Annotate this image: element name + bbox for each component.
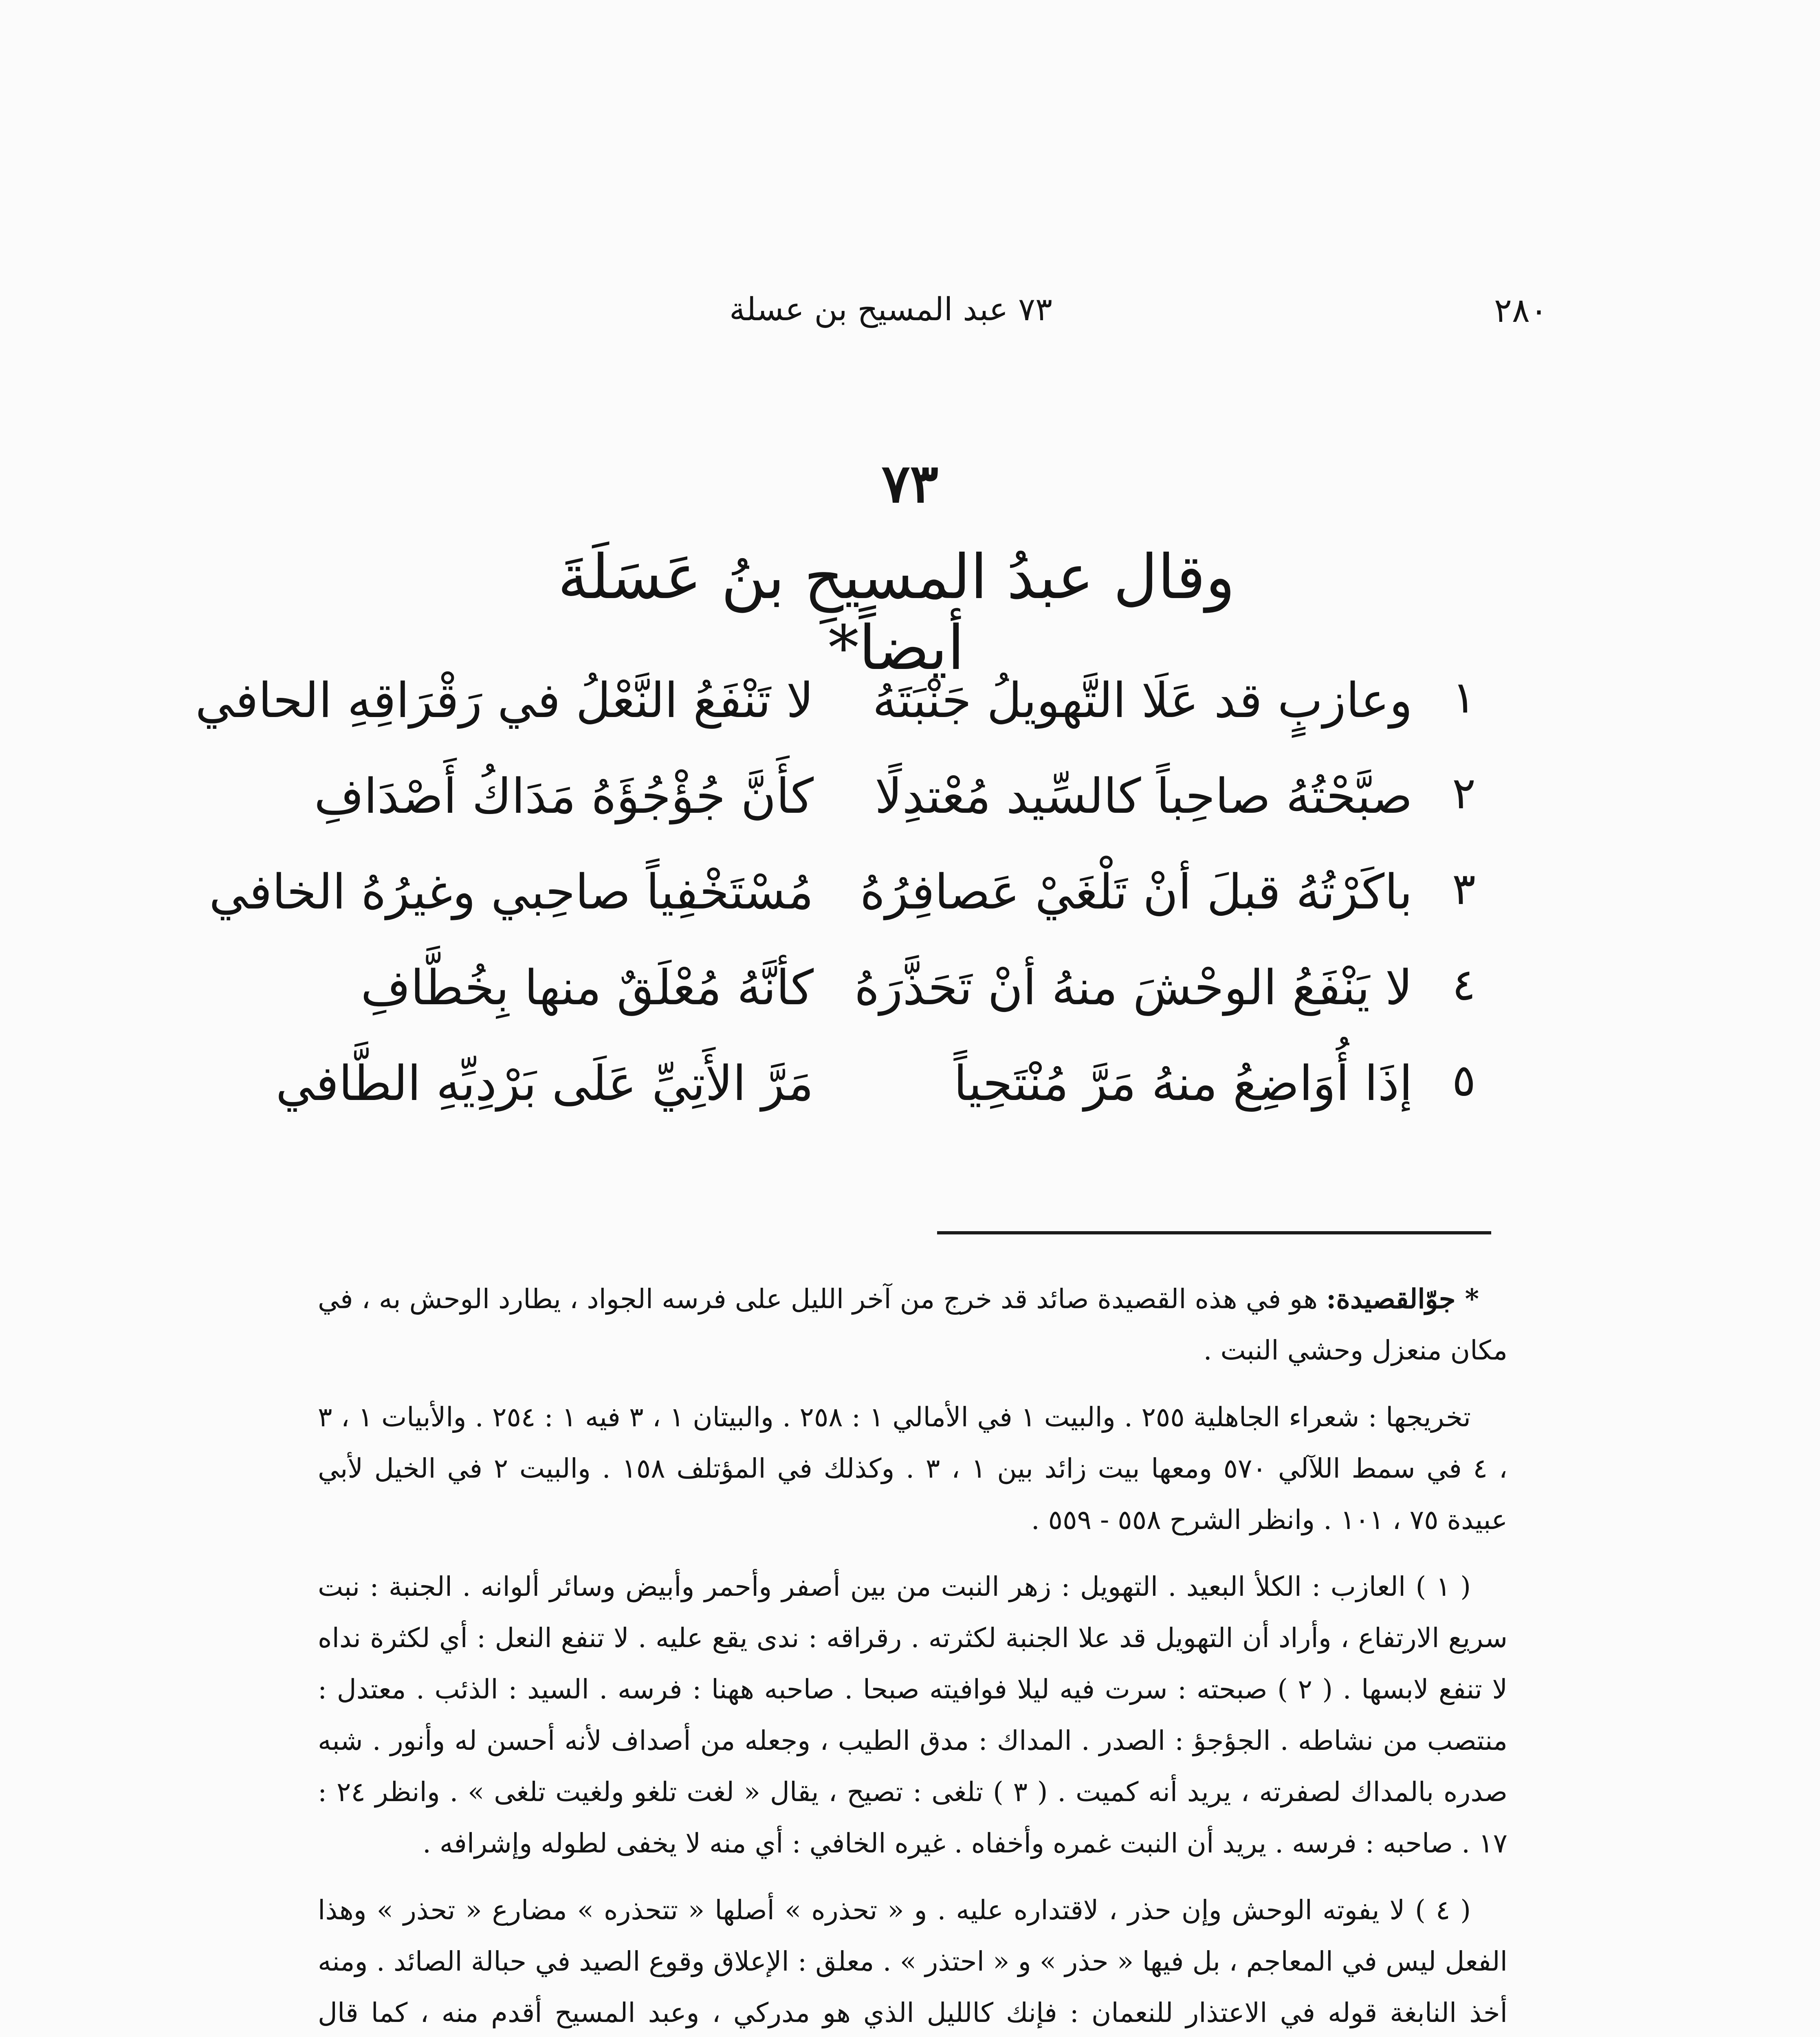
verse-first-hemistich: وعازبٍ قد عَلَا التَّهويلُ جَنْبَتَهُ [872,672,1413,728]
verse-number: ٢ [1452,768,1476,819]
verse-4 [0,959,1820,1057]
verse-second-hemistich: مُسْتَخْفِياً صاحِبي وغيرُهُ الخافي [209,864,814,920]
footnote-note-1-2 [318,1561,1507,1869]
verse-number: ١ [1452,672,1476,723]
verse-second-hemistich: كأنَّهُ مُعْلَقٌ منها بِخُطَّافِ [361,959,814,1016]
page-number: ٢٨٠ [1494,291,1548,330]
footnote-note-4-5 [318,1885,1507,2037]
footnotes [318,1273,1507,2037]
footnote-subject-label: * جوّالقصيدة: [1326,1283,1479,1315]
footnote-subject [318,1273,1507,1376]
poem-number: ٧٣ [881,452,939,515]
verse-first-hemistich: صبَّحْتُهُ صاحِباً كالسِّيد مُعْتدِلًا [875,768,1413,824]
footnote-note-4: ( ٤ ) لا يفوته الوحش وإن حذر ، لاقتداره عليه . و « تحذره » أصلها « تتحذره » مضارع « تحذر » وهذا الفعل ليس في المعاجم ، بل فيها « حذر » و « احتذر » . معلق : الإعلاق وقوع الصيد في حبالة الصائد . ومنه أخذ النابغة قوله في الاعتذار للنعمان : فإنك كالليل الذي هو مدركي ، وعبد المسيح أقدم منه ، كما قال [318,1894,1508,2028]
verse-3 [0,864,1820,961]
verse-number: ٥ [1452,1055,1476,1106]
verse-2 [0,768,1820,866]
verse-number: ٣ [1452,864,1476,915]
verse-first-hemistich: إذَا أُوَاضِعُ منهُ مَرَّ مُنْتَحِياً [953,1055,1413,1111]
verse-first-hemistich: باكَرْتُهُ قبلَ أنْ تَلْغَيْ عَصافِرُهُ [860,864,1413,920]
verse-5 [0,1055,1820,1153]
verse-second-hemistich: مَرَّ الأَتِيِّ عَلَى بَرْدِيِّهِ الطَّافي [275,1055,814,1111]
footnote-subject-text: هو في هذه القصيدة صائد قد خرج من آخر الليل على فرسه الجواد ، يطارد الوحش به ، في مكان منعزل وحشي النبت . [318,1283,1507,1366]
running-head [0,291,1820,348]
footnote-divider [937,1231,1491,1234]
footnote-note-2: ( ٢ ) صبحته : سرت فيه ليلا فوافيته صبحا . صاحبه ههنا : فرسه . السيد : الذئب . معتدل : منتصب من نشاطه . الجؤجؤ : الصدر . المداك : مدق الطيب ، وجعله من أصداف لأنه أحسن له وأنور . شبه صدره بالمداك لصفرته ، يريد أنه كميت . [318,1674,1507,1808]
verse-first-hemistich: لا يَنْفَعُ الوحْشَ منهُ أنْ تَحَذَّرَهُ [854,959,1413,1016]
footnote-note-3: ( ٣ ) تلغى : تصيح ، يقال « لغت تلغو ولغيت تلغى » . وانظر ٢٤ : ١٧ . صاحبه : فرسه . يريد أن النبت غمره وأخفاه . غيره الخافي : أي منه لا يخفى لطوله وإشرافه . [318,1776,1507,1859]
verse-number: ٤ [1452,959,1476,1010]
footnote-takhrij: تخريجها : شعراء الجاهلية ٢٥٥ . والبيت ١ في الأمالي ١ : ٢٥٨ . والبيتان ١ ، ٣ فيه ١ : ٢٥٤ . والأبيات ١ ، ٣ ، ٤ في سمط اللآلي ٥٧٠ ومعها بيت زائد بين ١ ، ٣ . وكذلك في المؤتلف ١٥٨ . والبيت ٢ في الخيل لأبي عبيدة ٧٥ ، ١٠١ . وانظر الشرح ٥٥٨ - ٥٥٩ . [318,1401,1508,1535]
verse-1 [0,672,1820,770]
running-title: ٧٣ عبد المسيح بن عسلة [729,291,1052,328]
verse-second-hemistich: لا تَنْفَعُ النَّعْلُ في رَقْرَاقِهِ الحافي [195,672,814,728]
footnote-note-1: ( ١ ) العازب : الكلأ البعيد . التهويل : زهر النبت من بين أصفر وأحمر وأبيض وسائر ألوانه . الجنبة : نبت سريع الارتفاع ، وأراد أن التهويل قد علا الجنبة لكثرته . رقراقه : ندى يقع عليه . لا تنفع النعل : أي لكثرة نداه لا تنفع لابسها . [318,1571,1507,1705]
verse-second-hemistich: كأَنَّ جُؤْجُؤَهُ مَدَاكُ أَصْدَافِ [314,768,814,824]
poem-heading: وقال عبدُ المسيحِ بنُ عَسَلَةَ أيضاً* [557,542,1235,684]
